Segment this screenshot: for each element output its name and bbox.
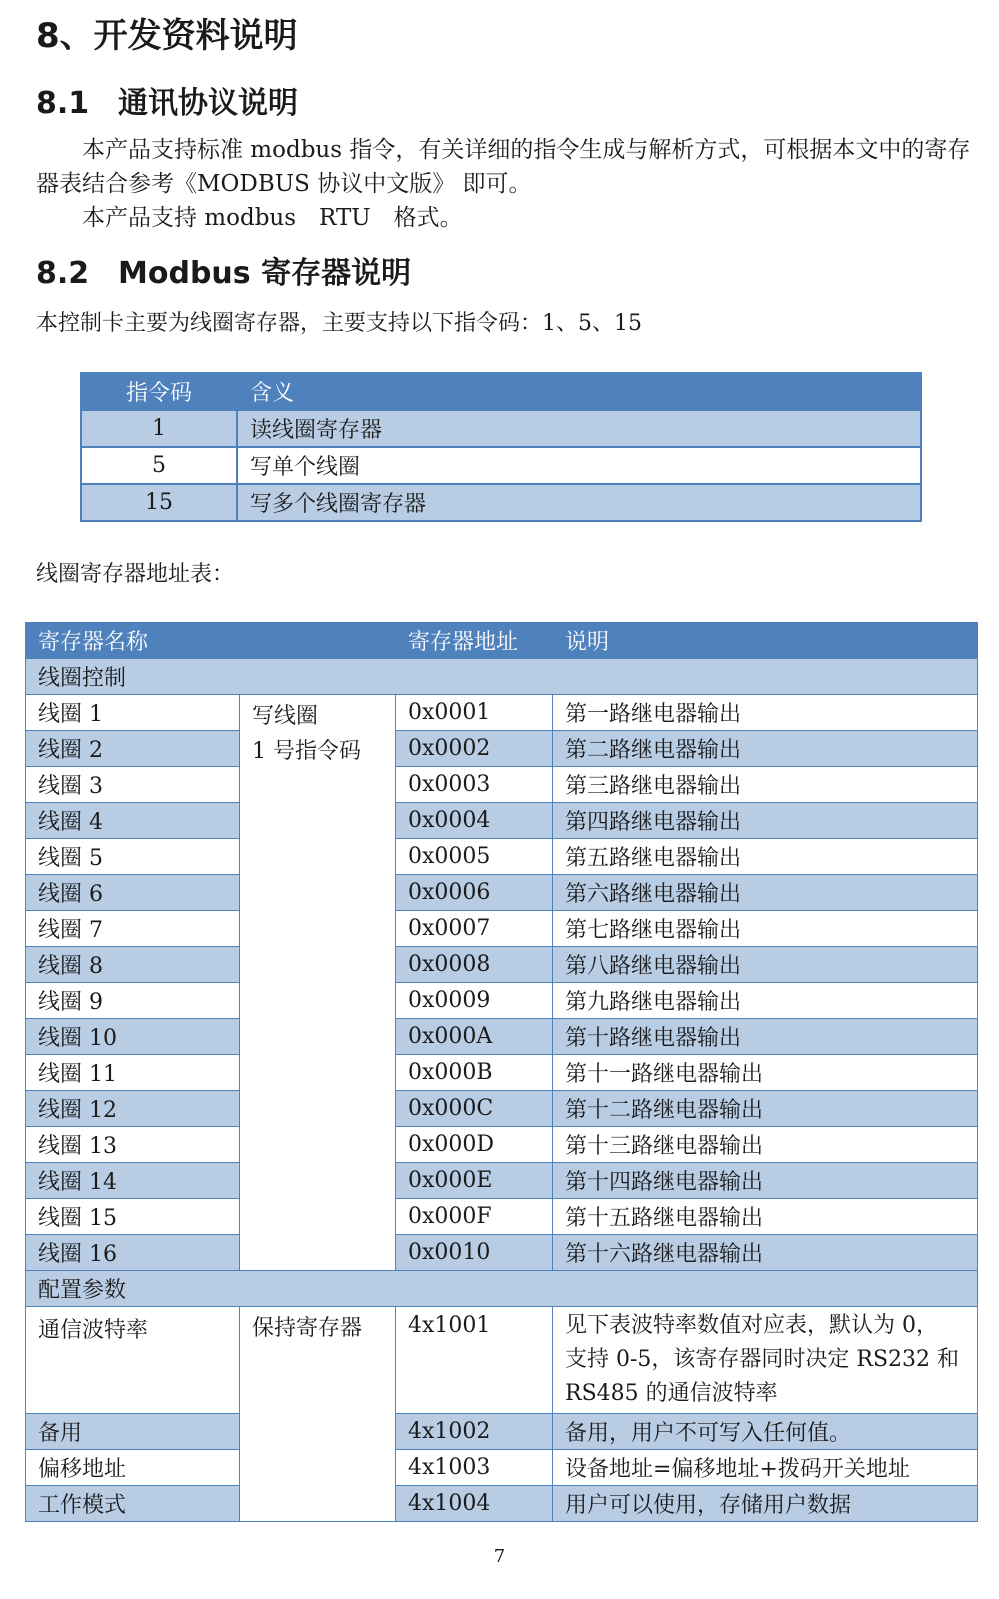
table-row <box>26 1450 978 1486</box>
table-row <box>26 731 978 767</box>
register-name-cell: 线圈 13 <box>26 1127 240 1163</box>
section-title: Modbus 寄存器说明 <box>118 256 412 291</box>
code-cell: 1 <box>81 410 237 447</box>
table-row <box>26 911 978 947</box>
register-description-cell: 第五路继电器输出 <box>553 839 978 875</box>
register-name-cell: 备用 <box>26 1414 240 1450</box>
meaning-cell: 读线圈寄存器 <box>237 410 921 447</box>
header-cell: 指令码 <box>81 373 237 410</box>
meaning-cell: 写单个线圈 <box>237 447 921 484</box>
section-heading-8-2 <box>36 248 411 292</box>
register-name-cell: 线圈 3 <box>26 767 240 803</box>
register-name-cell: 线圈 2 <box>26 731 240 767</box>
register-name-cell: 线圈 16 <box>26 1235 240 1271</box>
register-name-cell: 工作模式 <box>26 1486 240 1522</box>
register-intro: 本控制卡主要为线圈寄存器，主要支持以下指令码：1、5、15 <box>36 311 642 336</box>
register-description-cell <box>553 1307 978 1414</box>
table-header-row <box>26 623 978 659</box>
register-name-cell: 线圈 15 <box>26 1199 240 1235</box>
group-row <box>26 659 978 695</box>
table-row <box>26 695 978 731</box>
code-cell: 5 <box>81 447 237 484</box>
table-row <box>26 1414 978 1450</box>
table-row <box>81 410 921 447</box>
register-description-cell: 第九路继电器输出 <box>553 983 978 1019</box>
table-row <box>26 803 978 839</box>
register-description-cell: 第十六路继电器输出 <box>553 1235 978 1271</box>
register-name-cell: 线圈 12 <box>26 1091 240 1127</box>
register-address-cell: 0x0009 <box>396 983 553 1019</box>
chapter-heading: 8、开发资料说明 <box>36 16 298 56</box>
register-address-cell: 0x000B <box>396 1055 553 1091</box>
header-cell: 含义 <box>237 373 921 410</box>
register-address-cell: 0x0007 <box>396 911 553 947</box>
register-description-cell: 第一路继电器输出 <box>553 695 978 731</box>
register-description-cell: 用户可以使用，存储用户数据 <box>553 1486 978 1522</box>
register-name-cell: 线圈 7 <box>26 911 240 947</box>
register-type-line: 写线圈 <box>252 704 319 729</box>
register-description-cell: 第三路继电器输出 <box>553 767 978 803</box>
table-row <box>26 983 978 1019</box>
table-row <box>26 1163 978 1199</box>
register-address-cell: 0x0003 <box>396 767 553 803</box>
register-address-cell: 0x0002 <box>396 731 553 767</box>
register-description-cell: 第七路继电器输出 <box>553 911 978 947</box>
register-name-cell: 线圈 6 <box>26 875 240 911</box>
register-address-cell: 0x000A <box>396 1019 553 1055</box>
table-row <box>26 1091 978 1127</box>
group-title-cell: 配置参数 <box>26 1271 978 1307</box>
group-row <box>26 1271 978 1307</box>
register-description-cell: 第八路继电器输出 <box>553 947 978 983</box>
table-row <box>26 1127 978 1163</box>
header-cell: 说明 <box>553 623 978 659</box>
table-header-row <box>81 373 921 410</box>
register-name-cell: 线圈 1 <box>26 695 240 731</box>
description-line: RS485 的通信波特率 <box>565 1381 778 1406</box>
section-number: 8.2 <box>36 256 90 291</box>
register-address-cell: 4x1002 <box>396 1414 553 1450</box>
register-type-cell: 保持寄存器 <box>240 1307 396 1522</box>
section-number: 8.1 <box>36 86 90 121</box>
table-row <box>26 839 978 875</box>
table-row <box>81 484 921 521</box>
table-row <box>26 1199 978 1235</box>
register-description-cell: 设备地址=偏移地址+拨码开关地址 <box>553 1450 978 1486</box>
coil-address-table <box>25 622 978 1522</box>
table-row <box>26 947 978 983</box>
register-description-cell: 第十一路继电器输出 <box>553 1055 978 1091</box>
meaning-cell: 写多个线圈寄存器 <box>237 484 921 521</box>
register-description-cell: 第四路继电器输出 <box>553 803 978 839</box>
register-address-cell: 4x1001 <box>396 1307 553 1414</box>
register-name-cell: 线圈 14 <box>26 1163 240 1199</box>
group-title-cell: 线圈控制 <box>26 659 978 695</box>
header-cell: 寄存器名称 <box>26 623 396 659</box>
register-description-cell: 第十三路继电器输出 <box>553 1127 978 1163</box>
register-name-cell: 线圈 4 <box>26 803 240 839</box>
table-row <box>26 1235 978 1271</box>
register-name-cell: 线圈 8 <box>26 947 240 983</box>
protocol-paragraph: 本产品支持标准 modbus 指令，有关详细的指令生成与解析方式，可根据本文中的寄存器表结合参考《MODBUS 协议中文版》 即可。 <box>36 137 971 197</box>
register-description-cell: 第二路继电器输出 <box>553 731 978 767</box>
register-description-cell: 第十五路继电器输出 <box>553 1199 978 1235</box>
address-table-caption: 线圈寄存器地址表： <box>36 562 235 587</box>
register-address-cell: 0x000F <box>396 1199 553 1235</box>
register-description-cell: 第十四路继电器输出 <box>553 1163 978 1199</box>
header-cell: 寄存器地址 <box>396 623 553 659</box>
page-number: 7 <box>493 1546 506 1567</box>
code-cell: 15 <box>81 484 237 521</box>
section-title: 通讯协议说明 <box>118 86 298 121</box>
description-line: 见下表波特率数值对应表，默认为 0， <box>565 1313 938 1338</box>
description-line: 支持 0-5，该寄存器同时决定 RS232 和 <box>565 1347 960 1372</box>
register-description-cell: 第六路继电器输出 <box>553 875 978 911</box>
register-address-cell: 0x0005 <box>396 839 553 875</box>
table-row <box>81 447 921 484</box>
register-address-cell: 4x1004 <box>396 1486 553 1522</box>
table-row <box>26 767 978 803</box>
register-address-cell: 0x000E <box>396 1163 553 1199</box>
table-row <box>26 1055 978 1091</box>
register-name-cell: 线圈 9 <box>26 983 240 1019</box>
register-address-cell: 0x0010 <box>396 1235 553 1271</box>
register-type-line: 1 号指令码 <box>252 739 361 764</box>
register-address-cell: 0x0008 <box>396 947 553 983</box>
format-paragraph: 本产品支持 modbus RTU 格式。 <box>82 205 463 231</box>
register-description-cell: 第十路继电器输出 <box>553 1019 978 1055</box>
register-description-cell: 第十二路继电器输出 <box>553 1091 978 1127</box>
section-heading-8-1 <box>36 78 298 122</box>
table-row <box>26 1307 978 1414</box>
table-row <box>26 875 978 911</box>
register-description-cell: 备用，用户不可写入任何值。 <box>553 1414 978 1450</box>
register-address-cell: 4x1003 <box>396 1450 553 1486</box>
register-address-cell: 0x0006 <box>396 875 553 911</box>
register-address-cell: 0x0001 <box>396 695 553 731</box>
command-code-table <box>80 372 922 522</box>
table-row <box>26 1019 978 1055</box>
register-name-cell: 线圈 10 <box>26 1019 240 1055</box>
register-name-cell: 线圈 11 <box>26 1055 240 1091</box>
register-name-cell: 通信波特率 <box>26 1307 240 1414</box>
register-name-cell: 偏移地址 <box>26 1450 240 1486</box>
table-row <box>26 1486 978 1522</box>
register-name-cell: 线圈 5 <box>26 839 240 875</box>
register-type-cell <box>240 695 396 1271</box>
register-address-cell: 0x0004 <box>396 803 553 839</box>
register-address-cell: 0x000D <box>396 1127 553 1163</box>
register-address-cell: 0x000C <box>396 1091 553 1127</box>
